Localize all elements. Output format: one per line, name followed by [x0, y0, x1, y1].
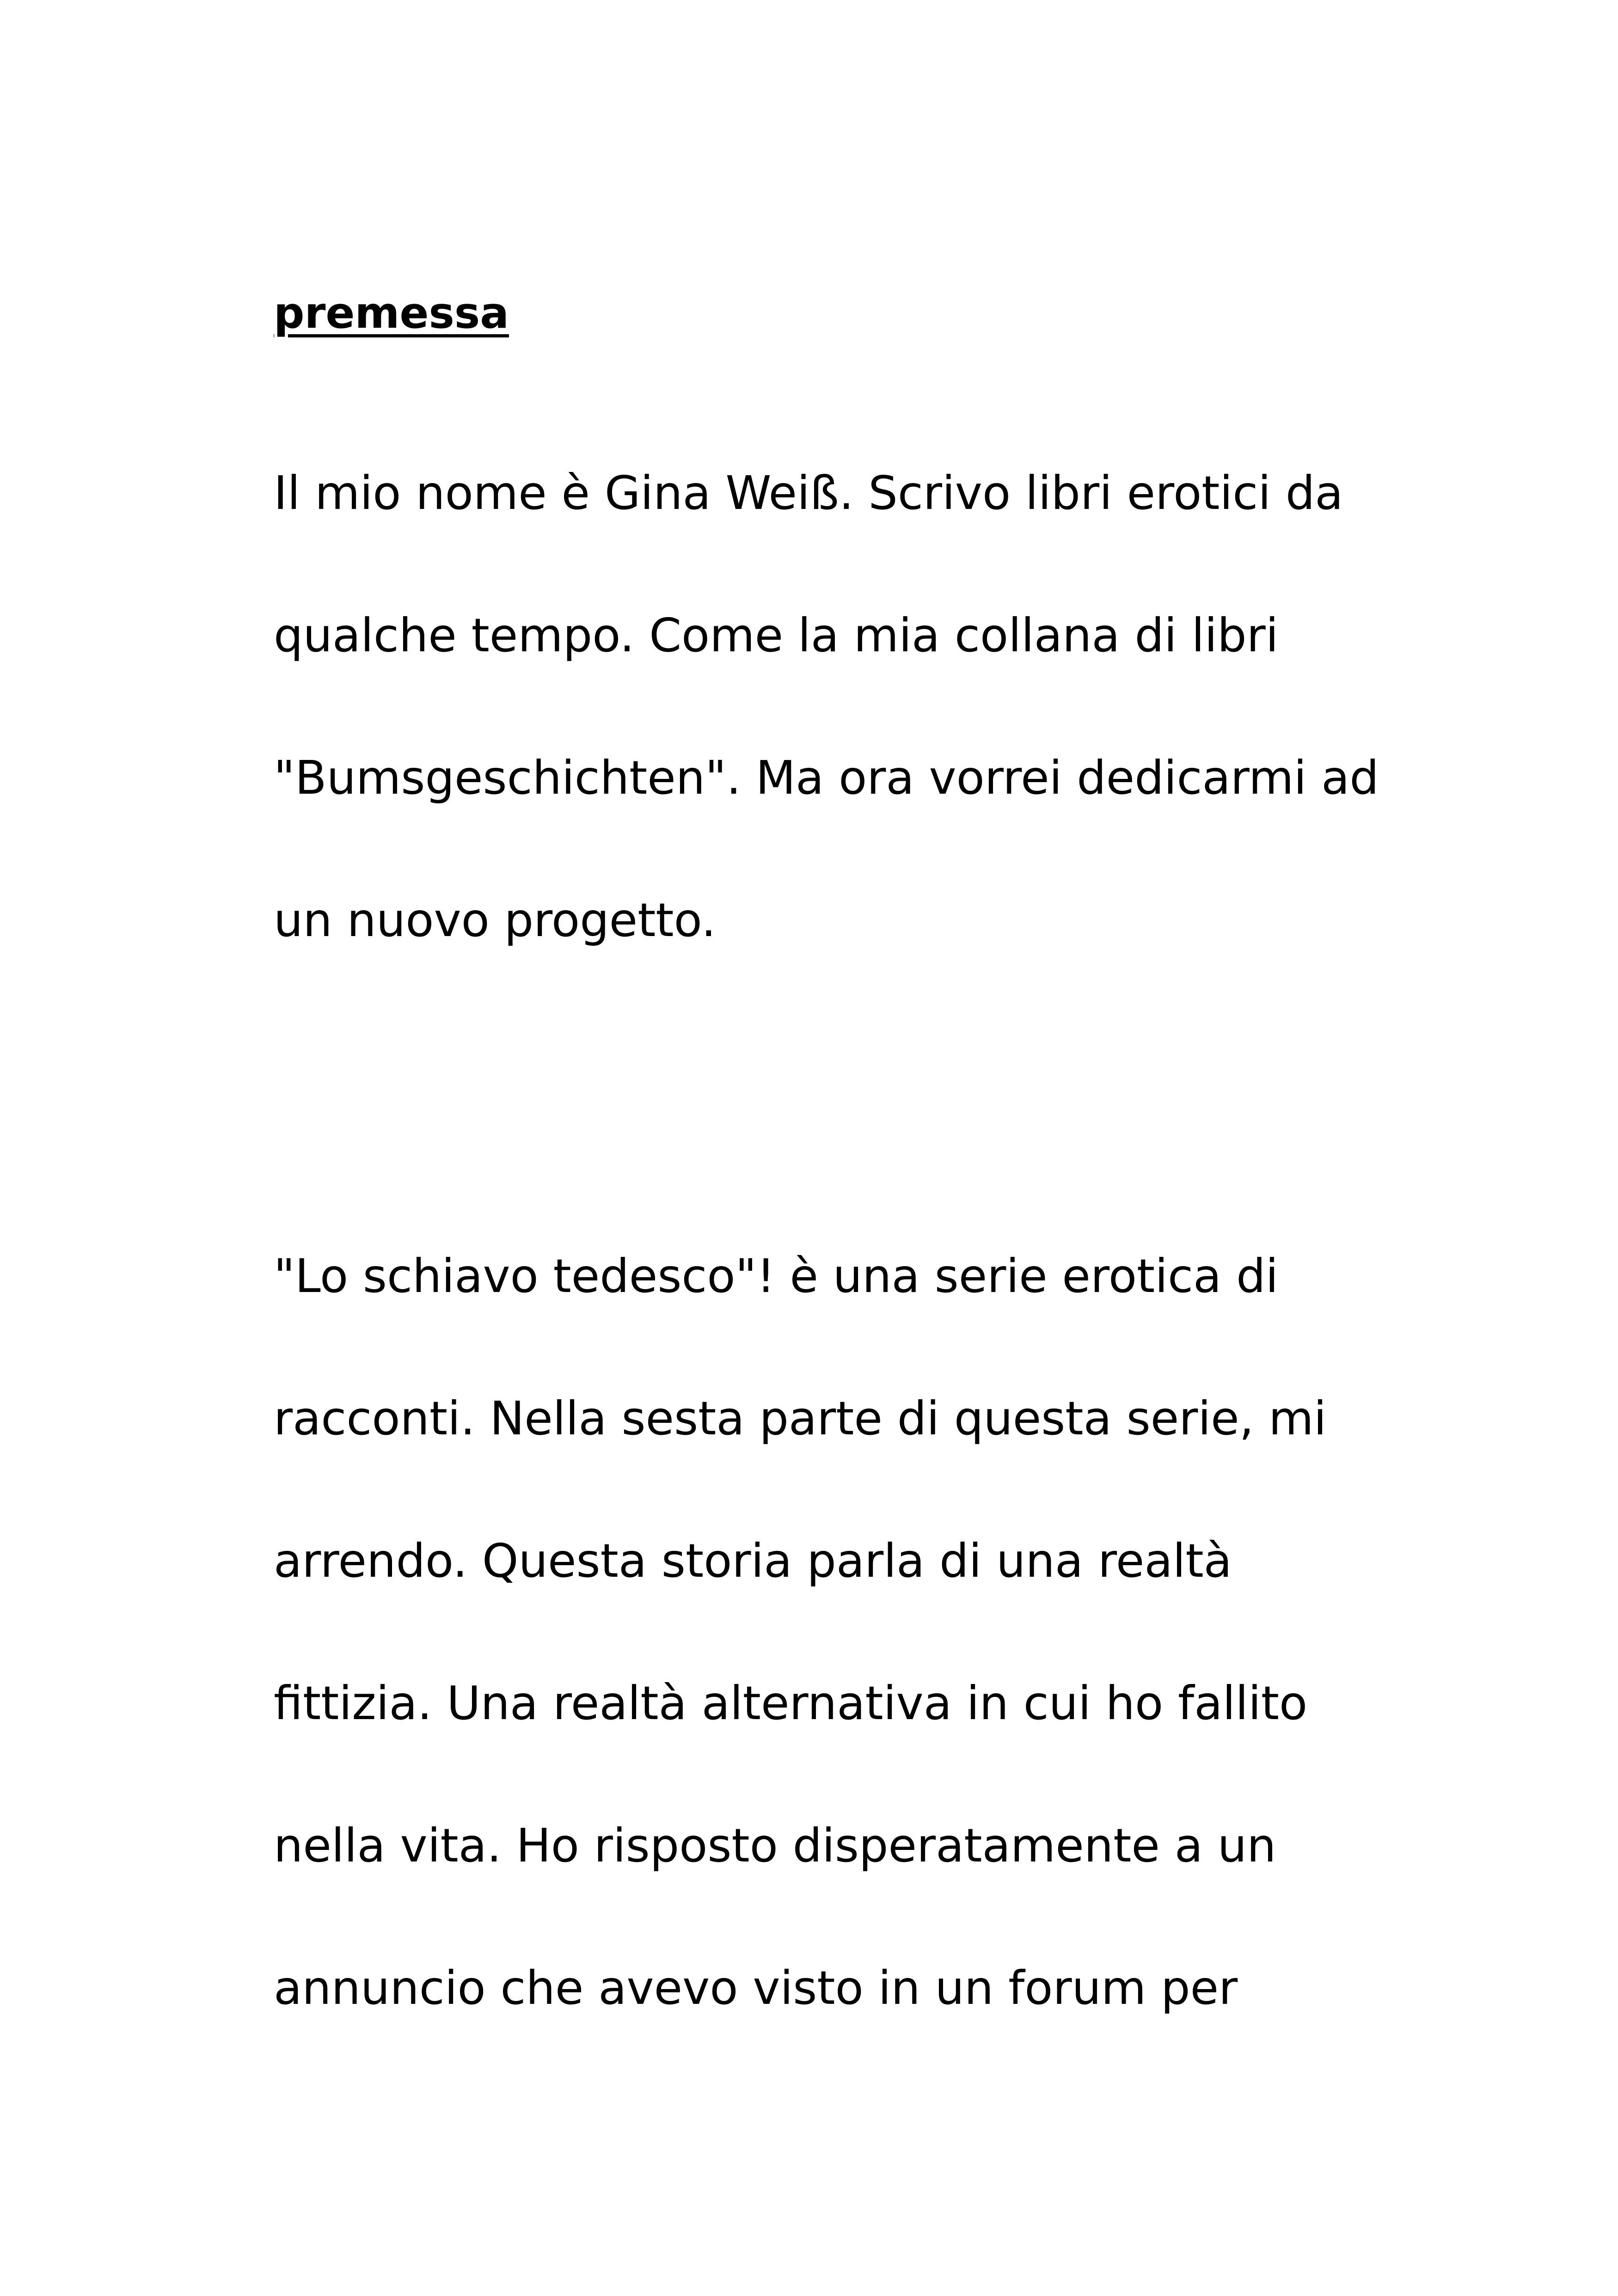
section-heading: premessa: [274, 288, 509, 338]
text-line: qualche tempo. Come la mia collana di libri: [274, 608, 1279, 662]
text-line: fittizia. Una realtà alternativa in cui ho fallito: [274, 1676, 1308, 1730]
text-line: arrendo. Questa storia parla di una realtà: [274, 1534, 1232, 1588]
text-line: nella vita. Ho risposto disperatamente a un: [274, 1818, 1276, 1873]
text-line: un nuovo progetto.: [274, 893, 716, 947]
text-line: "Bumsgeschichten". Ma ora vorrei dedicarmi ad: [274, 751, 1379, 805]
text-line: racconti. Nella sesta parte di questa serie, mi: [274, 1391, 1327, 1445]
text-line: Il mio nome è Gina Weiß. Scrivo libri erotici da: [274, 466, 1343, 520]
text-line: annuncio che avevo visto in un forum per: [274, 1961, 1238, 2015]
text-line: "Lo schiavo tedesco"! è una serie erotica di: [274, 1249, 1279, 1303]
